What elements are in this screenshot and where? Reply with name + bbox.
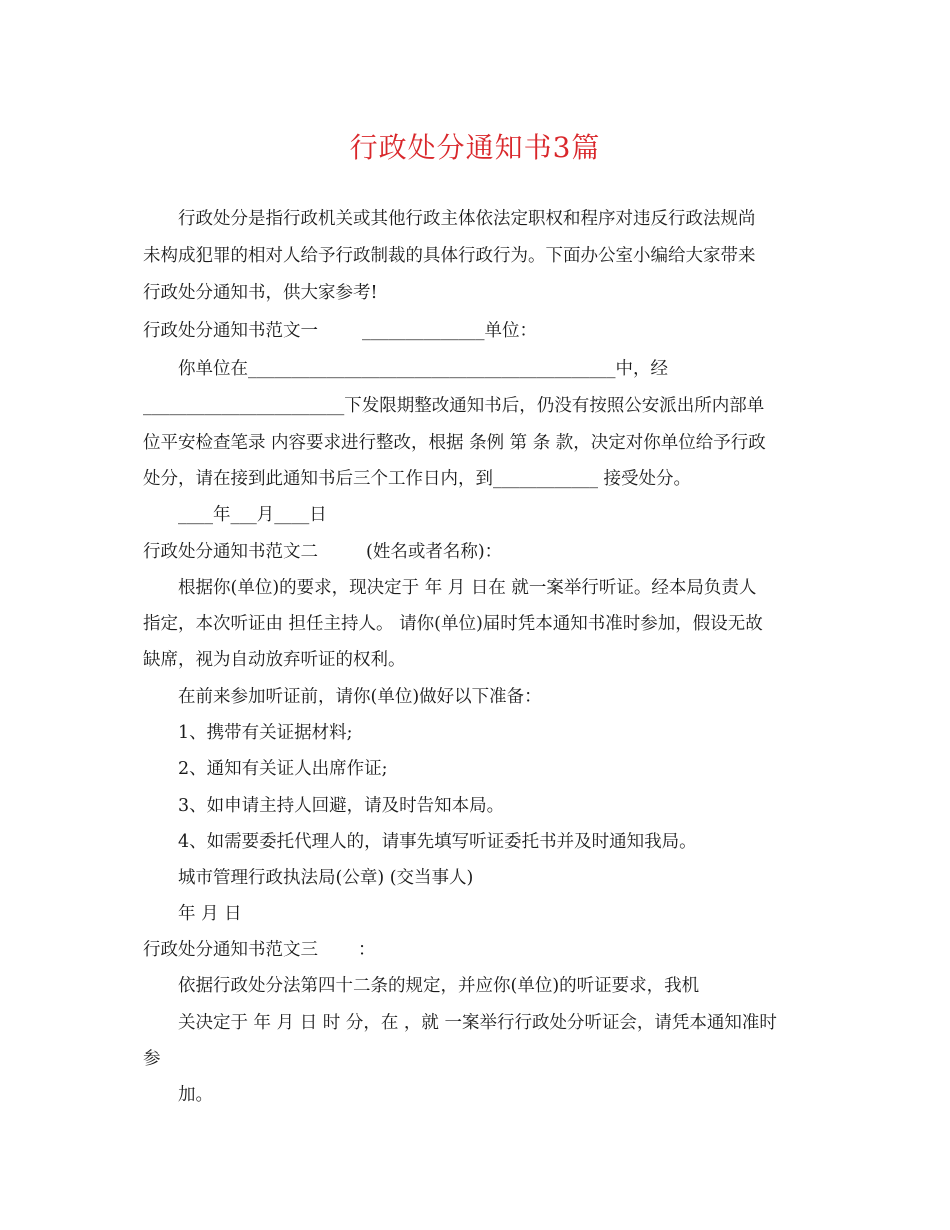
- sample1-addressee: ______________单位：: [362, 321, 537, 341]
- sample2-prep-intro: 在前来参加听证前，请你(单位)做好以下准备：: [178, 687, 542, 707]
- sample1-line-1: 你单位在__________________________________________中，经: [178, 359, 668, 379]
- sample3-heading-row: [143, 937, 376, 963]
- sample2-addressee: (姓名或者名称)：: [366, 542, 503, 562]
- sample1-heading-row: [143, 318, 537, 344]
- intro-line-3: 行政处分通知书，供大家参考!: [143, 283, 378, 303]
- sample2-item-4: 4、如需要委托代理人的，请事先填写听证委托书并及时通知我局。: [178, 832, 697, 852]
- document-title: 行政处分通知书3篇: [349, 131, 601, 164]
- sample3-line-3: 参: [143, 1049, 161, 1069]
- sample2-item-1: 1、携带有关证据材料;: [178, 723, 353, 743]
- sample3-line-2: 关决定于 年 月 日 时 分，在 ，就 一案举行行政处分听证会，请凭本通知准时: [178, 1013, 777, 1033]
- sample2-heading: 行政处分通知书范文二: [143, 542, 318, 562]
- sample2-signature: 城市管理行政执法局(公章) (交当事人): [178, 868, 474, 888]
- sample2-heading-row: [143, 539, 502, 565]
- sample2-item-2: 2、通知有关证人出席作证;: [178, 759, 388, 779]
- sample2-line-2: 指定，本次听证由 担任主持人。 请你(单位)届时凭本通知书准时参加，假设无故: [143, 614, 763, 634]
- sample2-line-3: 缺席，视为自动放弃听证的权利。: [143, 650, 406, 670]
- sample1-line-2: _______________________下发限期整改通知书后，仍没有按照公安派出所内部单: [143, 396, 765, 416]
- sample1-line-3: 位平安检查笔录 内容要求进行整改，根据 条例 第 条 款，决定对你单位给予行政: [143, 433, 766, 453]
- sample3-line-4: 加。: [178, 1085, 213, 1105]
- intro-line-2: 未构成犯罪的相对人给予行政制裁的具体行政行为。下面办公室小编给大家带来: [143, 246, 756, 266]
- sample2-line-1: 根据你(单位)的要求，现决定于 年 月 日在 就一案举行听证。经本局负责人: [178, 578, 757, 598]
- sample2-item-3: 3、如申请主持人回避，请及时告知本局。: [178, 796, 505, 816]
- sample2-date: 年 月 日: [178, 904, 242, 924]
- sample3-heading: 行政处分通知书范文三: [143, 940, 318, 960]
- sample1-heading: 行政处分通知书范文一: [143, 321, 318, 341]
- intro-line-1: 行政处分是指行政机关或其他行政主体依法定职权和程序对违反行政法规尚: [178, 209, 756, 229]
- sample1-date: ____年___月____日: [178, 505, 327, 525]
- sample3-line-1: 依据行政处分法第四十二条的规定，并应你(单位)的听证要求，我机: [178, 976, 700, 996]
- sample3-addressee: ：: [358, 940, 376, 960]
- sample1-line-4: 处分，请在接到此通知书后三个工作日内，到____________ 接受处分。: [143, 469, 692, 489]
